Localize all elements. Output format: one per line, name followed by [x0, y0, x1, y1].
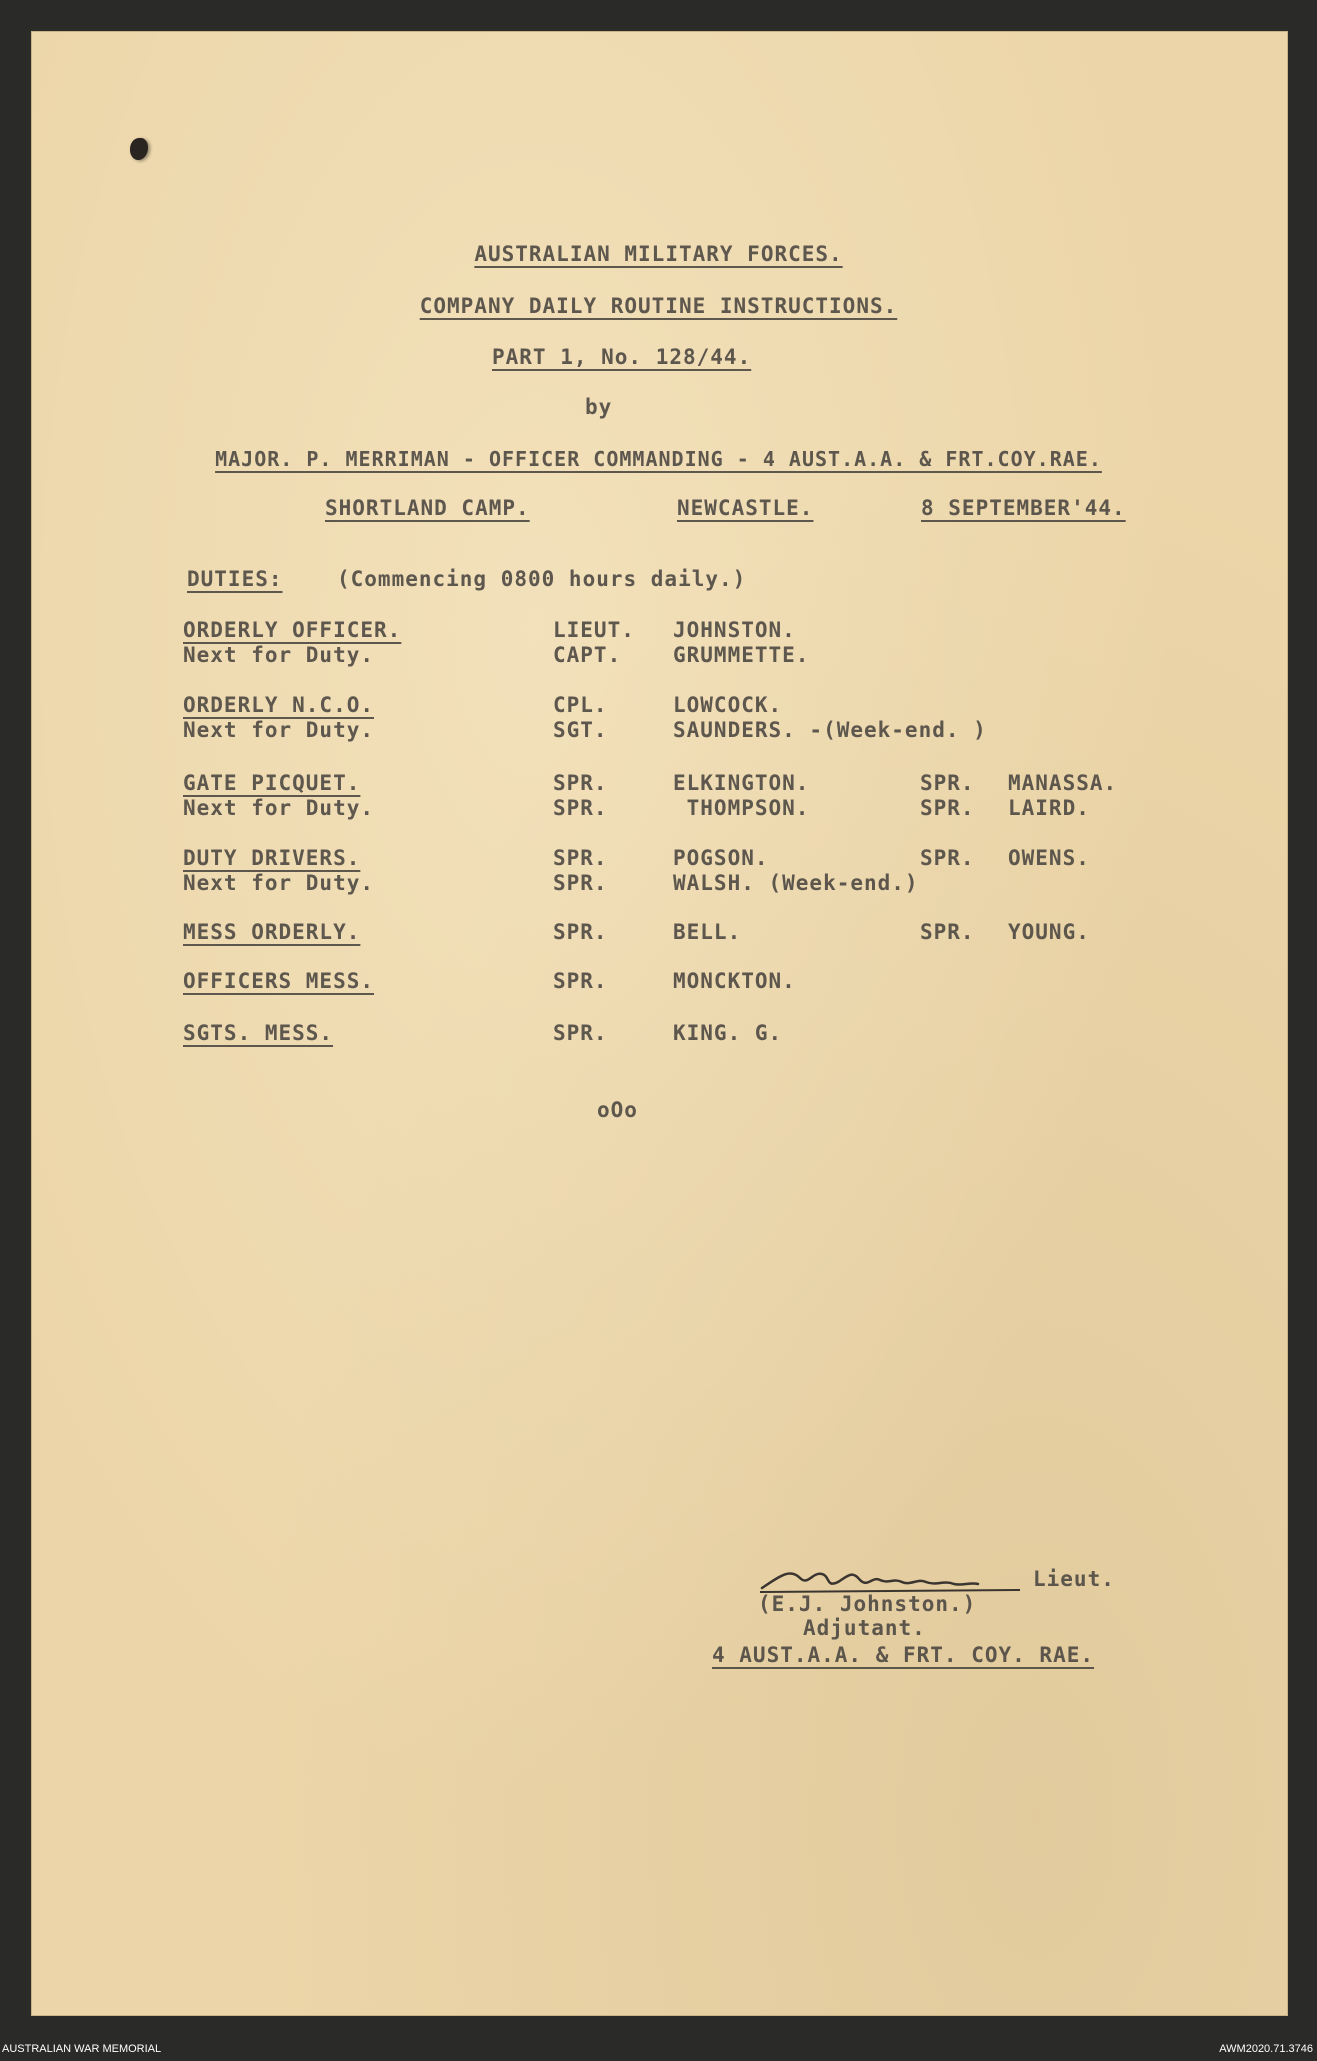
- duty-rank: CPL.: [553, 693, 608, 717]
- signature-title: Adjutant.: [803, 1616, 926, 1640]
- duty-rank-2: SPR.: [920, 771, 975, 795]
- duty-rank: CAPT.: [553, 643, 622, 667]
- duty-name: POGSON.: [673, 846, 769, 870]
- duty-label: [183, 920, 360, 944]
- duty-label-text: OFFICERS MESS.: [183, 969, 375, 993]
- header-title: [0, 242, 1317, 266]
- duty-label-text: DUTY DRIVERS.: [183, 846, 361, 870]
- duty-name: WALSH. (Week-end.): [673, 871, 919, 895]
- duty-name: JOHNSTON.: [673, 618, 796, 642]
- duty-rank: SPR.: [553, 771, 608, 795]
- header-city: [677, 496, 813, 520]
- duty-label: Next for Duty.: [183, 796, 375, 820]
- duty-label: [183, 693, 374, 717]
- header-part: [492, 345, 751, 369]
- duty-name-2: OWENS.: [1008, 846, 1090, 870]
- duty-rank: SPR.: [553, 871, 608, 895]
- signature-unit-text: 4 AUST.A.A. & FRT. COY. RAE.: [712, 1643, 1095, 1667]
- duty-rank: SPR.: [553, 796, 608, 820]
- duty-rank-2: SPR.: [920, 846, 975, 870]
- duty-label-text: GATE PICQUET.: [183, 771, 361, 795]
- duty-rank: LIEUT.: [553, 618, 635, 642]
- duty-label-text: ORDERLY OFFICER.: [183, 618, 402, 642]
- header-commander: [0, 447, 1317, 471]
- duty-name-2: YOUNG.: [1008, 920, 1090, 944]
- duty-label: [183, 846, 360, 870]
- header-location: [325, 496, 530, 520]
- duty-label-text: MESS ORDERLY.: [183, 920, 361, 944]
- duty-label: [183, 618, 401, 642]
- header-date: [921, 496, 1126, 520]
- duties-heading: [187, 567, 283, 591]
- duty-name: LOWCOCK.: [673, 693, 783, 717]
- header-subtitle: [0, 294, 1317, 318]
- header-title-text: AUSTRALIAN MILITARY FORCES.: [474, 242, 843, 266]
- duty-name: SAUNDERS. -(Week-end. ): [673, 718, 987, 742]
- duty-rank-2: SPR.: [920, 920, 975, 944]
- header-by: by: [585, 395, 613, 419]
- duty-rank: SPR.: [553, 920, 608, 944]
- duty-label: Next for Duty.: [183, 718, 375, 742]
- duty-label: [183, 1021, 333, 1045]
- duties-heading-text: DUTIES:: [187, 567, 283, 591]
- duty-label-text: SGTS. MESS.: [183, 1021, 334, 1045]
- header-location-text: SHORTLAND CAMP.: [325, 496, 530, 520]
- duty-label: [183, 771, 360, 795]
- duty-label: [183, 969, 374, 993]
- duty-label: Next for Duty.: [183, 871, 375, 895]
- header-part-text: PART 1, No. 128/44.: [492, 345, 752, 369]
- duty-label-text: ORDERLY N.C.O.: [183, 693, 375, 717]
- duty-rank: SPR.: [553, 846, 608, 870]
- signature-unit: [712, 1643, 1094, 1667]
- duty-name: ELKINGTON.: [673, 771, 810, 795]
- duty-name: BELL.: [673, 920, 742, 944]
- duty-name: KING. G.: [673, 1021, 783, 1045]
- signature-rank: Lieut.: [1033, 1567, 1115, 1591]
- duty-label: Next for Duty.: [183, 643, 375, 667]
- duty-rank-2: SPR.: [920, 796, 975, 820]
- duty-rank: SGT.: [553, 718, 608, 742]
- header-date-text: 8 SEPTEMBER'44.: [921, 496, 1126, 520]
- duty-name-2: MANASSA.: [1008, 771, 1118, 795]
- duty-name: MONCKTON.: [673, 969, 796, 993]
- signature-name: (E.J. Johnston.): [758, 1592, 977, 1616]
- duty-name: THOMPSON.: [673, 796, 810, 820]
- duty-name-2: LAIRD.: [1008, 796, 1090, 820]
- separator: oOo: [597, 1098, 638, 1122]
- header-commander-text: MAJOR. P. MERRIMAN - OFFICER COMMANDING - 4 AUST.A.A. & FRT.COY.RAE.: [215, 447, 1102, 471]
- header-city-text: NEWCASTLE.: [677, 496, 814, 520]
- duty-rank: SPR.: [553, 1021, 608, 1045]
- duty-rank: SPR.: [553, 969, 608, 993]
- duties-note: (Commencing 0800 hours daily.): [337, 567, 747, 591]
- footer-accession-number: AWM2020.71.3746: [1219, 2043, 1313, 2055]
- duty-name: GRUMMETTE.: [673, 643, 810, 667]
- header-subtitle-text: COMPANY DAILY ROUTINE INSTRUCTIONS.: [419, 294, 898, 318]
- footer-credit: AUSTRALIAN WAR MEMORIAL: [2, 2043, 162, 2055]
